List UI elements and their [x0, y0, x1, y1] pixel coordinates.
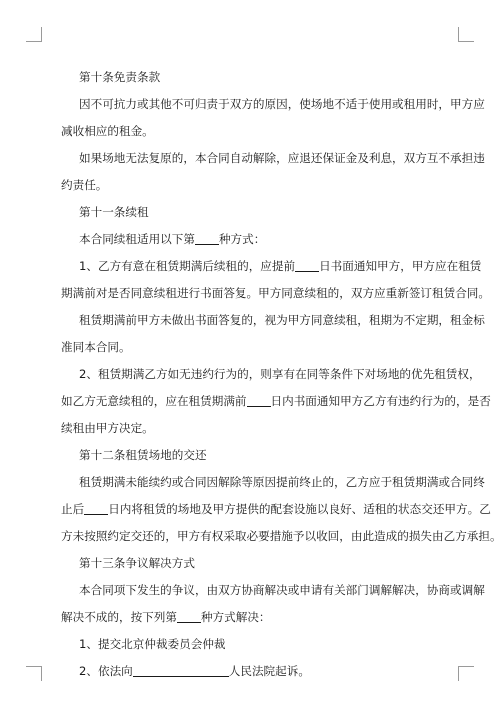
paragraph-line: 因不可抗力或其他不可归责于双方的原因，使场地不适于使用或租用时，甲方应 [79, 97, 485, 111]
paragraph-line: 本合同续租适用以下第 种方式： [79, 232, 266, 246]
heading-article-11: 第十一条续租 [79, 205, 149, 219]
heading-article-13: 第十三条争议解决方式 [79, 556, 195, 570]
fill-in-blank[interactable] [177, 621, 201, 623]
heading-article-10: 第十条免责条款 [79, 70, 161, 84]
fill-in-blank[interactable] [247, 405, 271, 407]
paragraph-line: 本合同项下发生的争议，由双方协商解决或申请有关部门调解解决，协商或调解 [79, 583, 485, 597]
paragraph-line: 租赁期满未能续约或合同因解除等原因提前终止的，乙方应于租赁期满或合同终 [79, 475, 485, 489]
paragraph-line: 如乙方无意续租的，应在租赁期满前 日内书面通知甲方乙方有违约行为的，是否 [61, 394, 491, 408]
paragraph-line: 减收相应的租金。 [61, 124, 154, 138]
paragraph-line: 续租由甲方决定。 [61, 421, 154, 435]
paragraph-line: 方未按照约定交还的，甲方有权采取必要措施予以收回，由此造成的损失由乙方承担。 [61, 529, 502, 543]
paragraph-line: 2、租赁期满乙方如无违约行为的，则享有在同等条件下对场地的优先租赁权， [79, 367, 481, 381]
paragraph-line: 租赁期满前甲方未做出书面答复的，视为甲方同意续租，租期为不定期，租金标 [79, 313, 485, 327]
paragraph-line: 准同本合同。 [61, 340, 131, 354]
paragraph-line: 约责任。 [61, 178, 108, 192]
paragraph-line: 止后 日内将租赁的场地及甲方提供的配套设施以良好、适租的状态交还甲方。乙 [61, 502, 491, 516]
paragraph-line: 期满前对是否同意续租进行书面答复。甲方同意续租的，双方应重新签订租赁合同。 [61, 286, 490, 300]
fill-in-blank[interactable] [133, 675, 229, 677]
paragraph-line: 解决不成的，按下列第 种方式解决： [61, 610, 271, 624]
heading-article-12: 第十二条租赁场地的交还 [79, 448, 207, 462]
paragraph-line: 1、乙方有意在租赁期满后续租的，应提前 日书面通知甲方，甲方应在租赁 [79, 259, 482, 273]
fill-in-blank[interactable] [295, 270, 319, 272]
fill-in-blank[interactable] [84, 513, 108, 515]
list-item: 1、提交北京仲裁委员会仲裁 [79, 637, 226, 651]
paragraph-line: 如果场地无法复原的，本合同自动解除，应退还保证金及利息，双方互不承担违 [79, 151, 485, 165]
list-item: 2、依法向 人民法院起诉。 [79, 664, 310, 678]
fill-in-blank[interactable] [195, 243, 219, 245]
